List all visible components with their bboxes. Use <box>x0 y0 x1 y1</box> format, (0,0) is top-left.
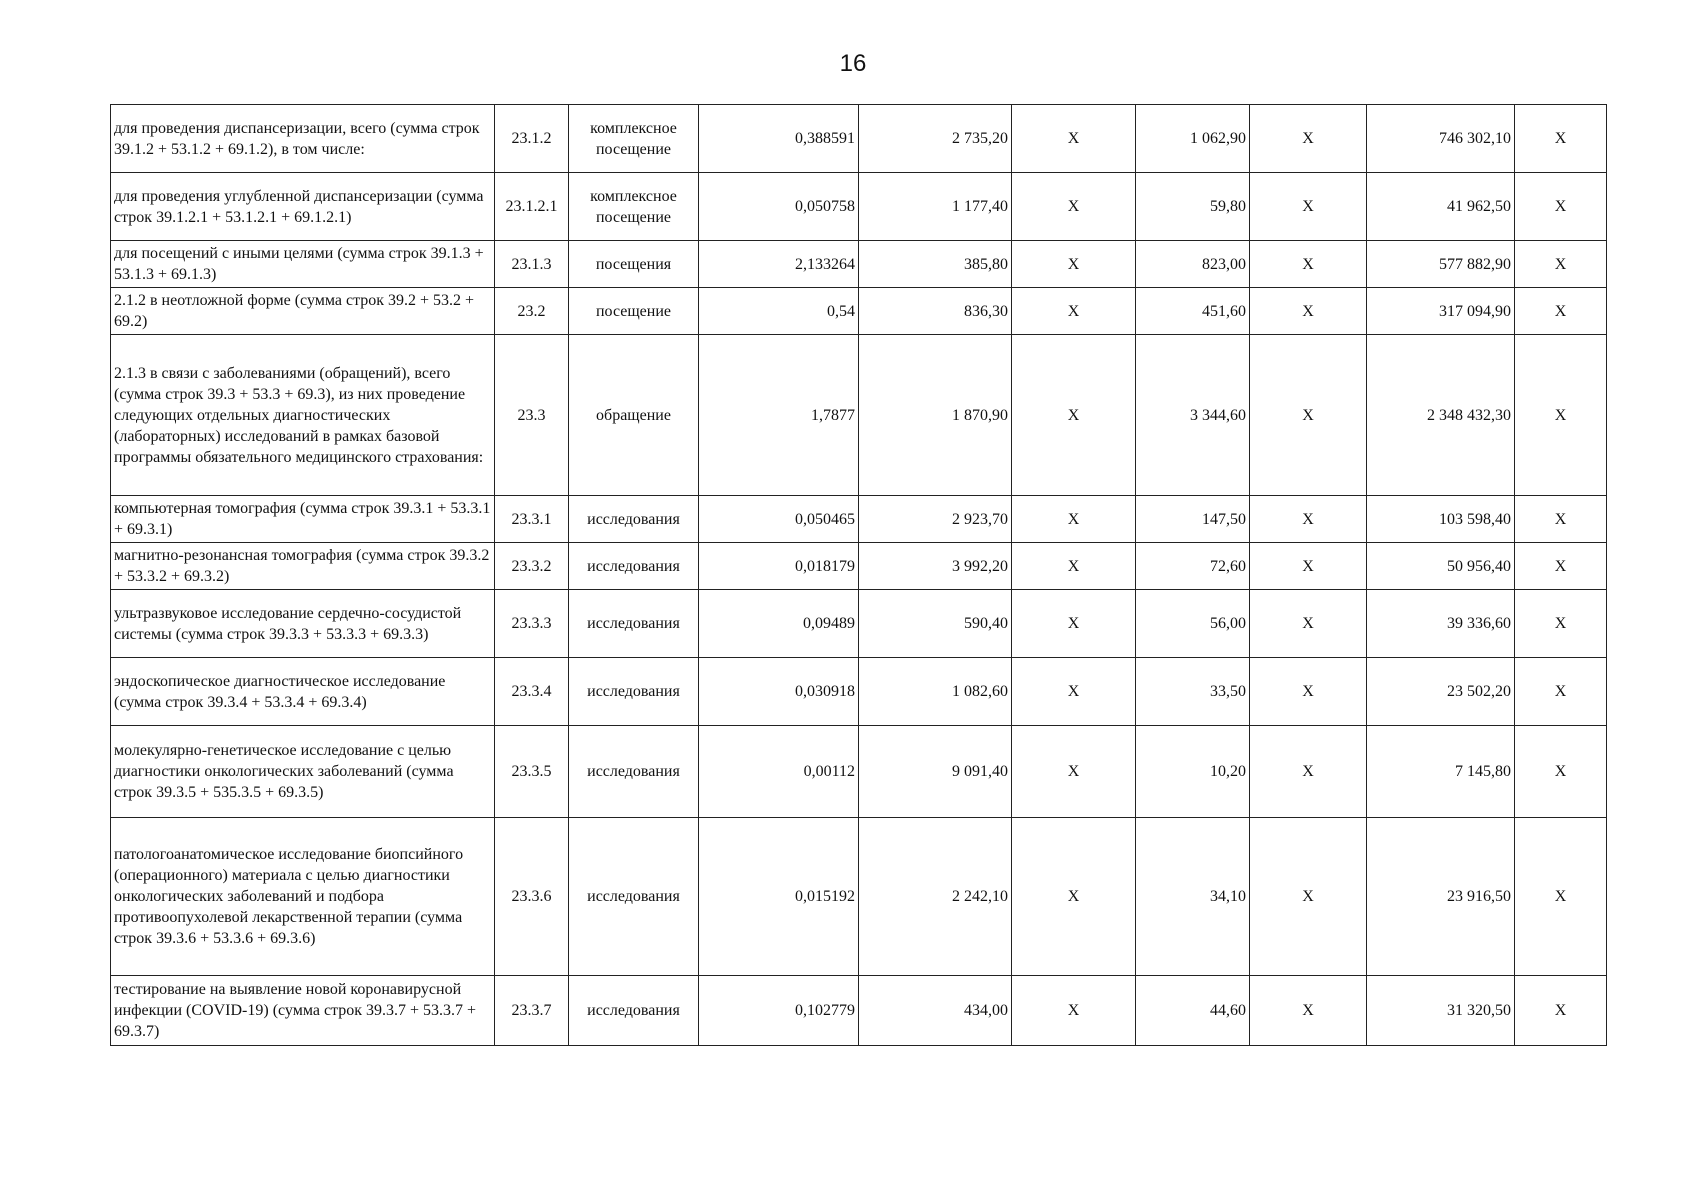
row-norm: 0,030918 <box>699 658 859 726</box>
row-per-capita: 34,10 <box>1136 818 1250 976</box>
row-x2: X <box>1250 496 1367 543</box>
row-unit: исследования <box>569 976 699 1046</box>
row-total: 317 094,90 <box>1367 288 1515 335</box>
row-unit: исследования <box>569 726 699 818</box>
row-x1: X <box>1012 726 1136 818</box>
row-x1: X <box>1012 543 1136 590</box>
row-unit: исследования <box>569 543 699 590</box>
row-code: 23.3.3 <box>495 590 569 658</box>
row-unit: комплексное посещение <box>569 105 699 173</box>
row-name: 2.1.3 в связи с заболеваниями (обращений), всего (сумма строк 39.3 + 53.3 + 69.3), из них проведение следующих отдельных диагностических (лабораторных) исследований в рамках базовой программы обязательного медицинского страхования: <box>111 335 495 496</box>
row-per-capita: 59,80 <box>1136 173 1250 241</box>
row-norm: 0,54 <box>699 288 859 335</box>
row-cost: 3 992,20 <box>859 543 1012 590</box>
table-row <box>111 976 1607 1046</box>
row-x3: X <box>1515 496 1607 543</box>
row-unit: обращение <box>569 335 699 496</box>
table-row <box>111 658 1607 726</box>
row-norm: 0,050758 <box>699 173 859 241</box>
row-cost: 1 082,60 <box>859 658 1012 726</box>
row-unit: исследования <box>569 496 699 543</box>
table-row <box>111 105 1607 173</box>
row-per-capita: 823,00 <box>1136 241 1250 288</box>
table-row <box>111 818 1607 976</box>
row-unit: исследования <box>569 590 699 658</box>
row-per-capita: 33,50 <box>1136 658 1250 726</box>
row-unit: исследования <box>569 818 699 976</box>
row-x1: X <box>1012 105 1136 173</box>
row-x3: X <box>1515 335 1607 496</box>
row-name: для проведения углубленной диспансеризации (сумма строк 39.1.2.1 + 53.1.2.1 + 69.1.2.1) <box>111 173 495 241</box>
row-x2: X <box>1250 543 1367 590</box>
row-code: 23.1.2.1 <box>495 173 569 241</box>
row-norm: 0,09489 <box>699 590 859 658</box>
row-total: 50 956,40 <box>1367 543 1515 590</box>
row-unit: комплексное посещение <box>569 173 699 241</box>
row-x2: X <box>1250 288 1367 335</box>
row-x2: X <box>1250 658 1367 726</box>
row-x1: X <box>1012 818 1136 976</box>
row-total: 7 145,80 <box>1367 726 1515 818</box>
row-x3: X <box>1515 241 1607 288</box>
row-total: 746 302,10 <box>1367 105 1515 173</box>
row-x1: X <box>1012 590 1136 658</box>
row-x1: X <box>1012 241 1136 288</box>
table-row <box>111 335 1607 496</box>
row-x3: X <box>1515 173 1607 241</box>
row-norm: 0,015192 <box>699 818 859 976</box>
row-cost: 1 870,90 <box>859 335 1012 496</box>
row-code: 23.3 <box>495 335 569 496</box>
row-x3: X <box>1515 976 1607 1046</box>
row-per-capita: 3 344,60 <box>1136 335 1250 496</box>
table-row <box>111 726 1607 818</box>
row-per-capita: 44,60 <box>1136 976 1250 1046</box>
row-x2: X <box>1250 241 1367 288</box>
row-name: тестирование на выявление новой коронавирусной инфекции (COVID-19) (сумма строк 39.3.7 + 53.3.7 + 69.3.7) <box>111 976 495 1046</box>
row-x2: X <box>1250 590 1367 658</box>
row-cost: 2 923,70 <box>859 496 1012 543</box>
data-table <box>110 104 1607 1046</box>
row-code: 23.1.3 <box>495 241 569 288</box>
row-per-capita: 1 062,90 <box>1136 105 1250 173</box>
row-x2: X <box>1250 105 1367 173</box>
row-norm: 0,050465 <box>699 496 859 543</box>
row-code: 23.3.1 <box>495 496 569 543</box>
row-total: 23 502,20 <box>1367 658 1515 726</box>
row-total: 2 348 432,30 <box>1367 335 1515 496</box>
row-name: эндоскопическое диагностическое исследование (сумма строк 39.3.4 + 53.3.4 + 69.3.4) <box>111 658 495 726</box>
row-name: для проведения диспансеризации, всего (сумма строк 39.1.2 + 53.1.2 + 69.1.2), в том числе: <box>111 105 495 173</box>
row-norm: 0,102779 <box>699 976 859 1046</box>
row-x2: X <box>1250 726 1367 818</box>
row-total: 103 598,40 <box>1367 496 1515 543</box>
row-x1: X <box>1012 173 1136 241</box>
row-per-capita: 147,50 <box>1136 496 1250 543</box>
row-cost: 1 177,40 <box>859 173 1012 241</box>
row-cost: 9 091,40 <box>859 726 1012 818</box>
row-norm: 0,018179 <box>699 543 859 590</box>
table-row <box>111 590 1607 658</box>
row-total: 577 882,90 <box>1367 241 1515 288</box>
row-code: 23.1.2 <box>495 105 569 173</box>
table-row <box>111 543 1607 590</box>
table-row <box>111 241 1607 288</box>
row-x3: X <box>1515 726 1607 818</box>
row-code: 23.3.2 <box>495 543 569 590</box>
table-row <box>111 173 1607 241</box>
row-name: 2.1.2 в неотложной форме (сумма строк 39.2 + 53.2 + 69.2) <box>111 288 495 335</box>
page-number: 16 <box>839 50 867 77</box>
row-per-capita: 451,60 <box>1136 288 1250 335</box>
row-cost: 590,40 <box>859 590 1012 658</box>
row-name: компьютерная томография (сумма строк 39.3.1 + 53.3.1 + 69.3.1) <box>111 496 495 543</box>
row-norm: 0,388591 <box>699 105 859 173</box>
row-per-capita: 10,20 <box>1136 726 1250 818</box>
row-cost: 434,00 <box>859 976 1012 1046</box>
table-body <box>111 105 1607 1046</box>
row-unit: исследования <box>569 658 699 726</box>
row-name: ультразвуковое исследование сердечно-сосудистой системы (сумма строк 39.3.3 + 53.3.3 + 69.3.3) <box>111 590 495 658</box>
row-x2: X <box>1250 173 1367 241</box>
row-name: магнитно-резонансная томография (сумма строк 39.3.2 + 53.3.2 + 69.3.2) <box>111 543 495 590</box>
row-cost: 2 735,20 <box>859 105 1012 173</box>
row-x2: X <box>1250 976 1367 1046</box>
row-x3: X <box>1515 288 1607 335</box>
row-name: молекулярно-генетическое исследование с целью диагностики онкологических заболеваний (сумма строк 39.3.5 + 535.3.5 + 69.3.5) <box>111 726 495 818</box>
row-x2: X <box>1250 818 1367 976</box>
row-unit: посещения <box>569 241 699 288</box>
row-name: патологоанатомическое исследование биопсийного (операционного) материала с целью диагностики онкологических заболеваний и подбора противоопухолевой лекарственной терапии (сумма строк 39.3.6 + 53.3.6 + 69.3.6) <box>111 818 495 976</box>
row-cost: 385,80 <box>859 241 1012 288</box>
table-row <box>111 496 1607 543</box>
row-x1: X <box>1012 658 1136 726</box>
row-code: 23.2 <box>495 288 569 335</box>
row-x1: X <box>1012 496 1136 543</box>
row-cost: 2 242,10 <box>859 818 1012 976</box>
row-x3: X <box>1515 590 1607 658</box>
row-total: 39 336,60 <box>1367 590 1515 658</box>
row-cost: 836,30 <box>859 288 1012 335</box>
row-norm: 1,7877 <box>699 335 859 496</box>
row-x2: X <box>1250 335 1367 496</box>
row-code: 23.3.7 <box>495 976 569 1046</box>
row-per-capita: 72,60 <box>1136 543 1250 590</box>
row-x1: X <box>1012 976 1136 1046</box>
row-code: 23.3.4 <box>495 658 569 726</box>
row-total: 31 320,50 <box>1367 976 1515 1046</box>
row-x3: X <box>1515 543 1607 590</box>
row-unit: посещение <box>569 288 699 335</box>
row-per-capita: 56,00 <box>1136 590 1250 658</box>
row-norm: 2,133264 <box>699 241 859 288</box>
row-code: 23.3.6 <box>495 818 569 976</box>
row-x3: X <box>1515 658 1607 726</box>
row-name: для посещений с иными целями (сумма строк 39.1.3 + 53.1.3 + 69.1.3) <box>111 241 495 288</box>
row-norm: 0,00112 <box>699 726 859 818</box>
row-x3: X <box>1515 818 1607 976</box>
row-code: 23.3.5 <box>495 726 569 818</box>
row-total: 41 962,50 <box>1367 173 1515 241</box>
row-x1: X <box>1012 288 1136 335</box>
row-x3: X <box>1515 105 1607 173</box>
row-total: 23 916,50 <box>1367 818 1515 976</box>
row-x1: X <box>1012 335 1136 496</box>
table-row <box>111 288 1607 335</box>
